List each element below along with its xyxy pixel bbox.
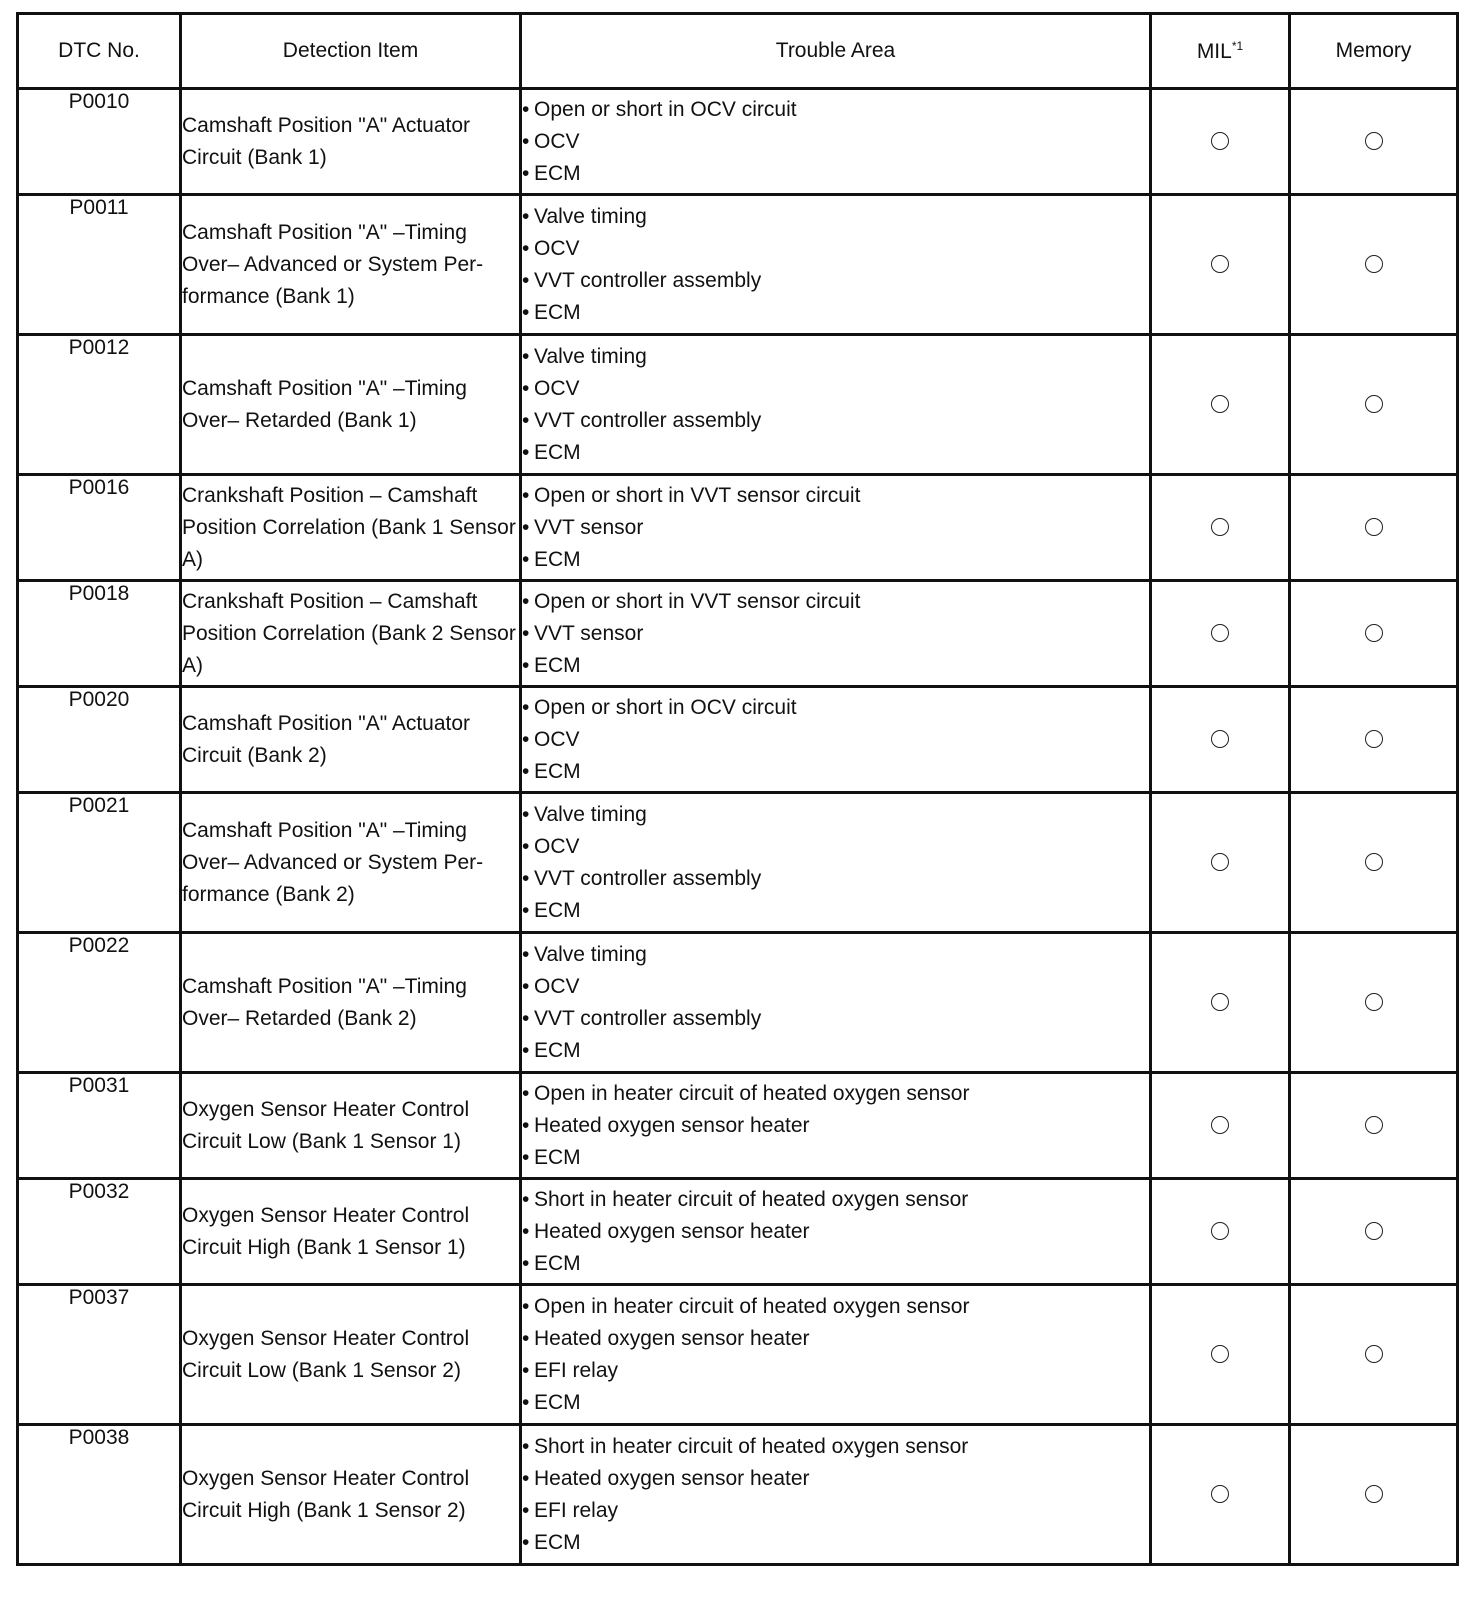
mil-circle-icon bbox=[1211, 132, 1229, 150]
mil-circle-icon bbox=[1211, 1222, 1229, 1240]
trouble-area-item: • VVT sensor bbox=[522, 512, 1149, 544]
memory-cell bbox=[1290, 793, 1458, 933]
trouble-area-item: • Valve timing bbox=[522, 939, 1149, 971]
dtc-code: P0031 bbox=[18, 1073, 181, 1179]
dtc-code: P0010 bbox=[18, 89, 181, 195]
dtc-code: P0021 bbox=[18, 793, 181, 933]
table-row bbox=[18, 89, 1458, 195]
detection-item: Camshaft Position "A" –Timing Over– Advanced or System Per-formance (Bank 1) bbox=[181, 195, 521, 335]
header-memory: Memory bbox=[1290, 14, 1458, 89]
trouble-area bbox=[521, 1179, 1151, 1285]
memory-circle-icon bbox=[1365, 132, 1383, 150]
memory-circle-icon bbox=[1365, 518, 1383, 536]
trouble-area-list bbox=[522, 341, 1149, 469]
trouble-area bbox=[521, 1425, 1151, 1565]
mil-cell bbox=[1151, 475, 1290, 581]
trouble-area-item: • ECM bbox=[522, 544, 1149, 576]
trouble-area-item: • ECM bbox=[522, 297, 1149, 329]
memory-cell bbox=[1290, 335, 1458, 475]
trouble-area-item: • ECM bbox=[522, 158, 1149, 190]
memory-cell bbox=[1290, 1179, 1458, 1285]
memory-circle-icon bbox=[1365, 1116, 1383, 1134]
trouble-area-item: • Heated oxygen sensor heater bbox=[522, 1323, 1149, 1355]
mil-cell bbox=[1151, 1425, 1290, 1565]
trouble-area-item: • OCV bbox=[522, 126, 1149, 158]
trouble-area-item: • Open in heater circuit of heated oxygen sensor bbox=[522, 1078, 1149, 1110]
trouble-area-item: • ECM bbox=[522, 1387, 1149, 1419]
trouble-area-item: • ECM bbox=[522, 1142, 1149, 1174]
memory-circle-icon bbox=[1365, 1485, 1383, 1503]
mil-circle-icon bbox=[1211, 853, 1229, 871]
memory-cell bbox=[1290, 1285, 1458, 1425]
trouble-area-item: • Open or short in VVT sensor circuit bbox=[522, 586, 1149, 618]
header-mil-label: MIL bbox=[1196, 39, 1232, 63]
trouble-area-list bbox=[522, 94, 1149, 190]
dtc-table bbox=[16, 12, 1459, 1566]
trouble-area-item: • VVT controller assembly bbox=[522, 1003, 1149, 1035]
memory-circle-icon bbox=[1365, 255, 1383, 273]
memory-cell bbox=[1290, 581, 1458, 687]
trouble-area-item: • VVT controller assembly bbox=[522, 863, 1149, 895]
trouble-area-item: • Heated oxygen sensor heater bbox=[522, 1110, 1149, 1142]
trouble-area-item: • Short in heater circuit of heated oxygen sensor bbox=[522, 1184, 1149, 1216]
mil-cell bbox=[1151, 1073, 1290, 1179]
trouble-area bbox=[521, 89, 1151, 195]
table-row bbox=[18, 475, 1458, 581]
detection-item: Camshaft Position "A" –Timing Over– Retarded (Bank 1) bbox=[181, 335, 521, 475]
dtc-code: P0038 bbox=[18, 1425, 181, 1565]
dtc-code: P0012 bbox=[18, 335, 181, 475]
memory-cell bbox=[1290, 89, 1458, 195]
trouble-area-list bbox=[522, 692, 1149, 788]
trouble-area-item: • ECM bbox=[522, 1248, 1149, 1280]
memory-cell bbox=[1290, 1425, 1458, 1565]
dtc-code: P0016 bbox=[18, 475, 181, 581]
detection-item: Camshaft Position "A" Actuator Circuit (Bank 1) bbox=[181, 89, 521, 195]
trouble-area-item: • ECM bbox=[522, 756, 1149, 788]
trouble-area-item: • ECM bbox=[522, 1527, 1149, 1559]
trouble-area-item: • Open or short in OCV circuit bbox=[522, 692, 1149, 724]
trouble-area-item: • VVT sensor bbox=[522, 618, 1149, 650]
detection-item: Oxygen Sensor Heater Control Circuit Low (Bank 1 Sensor 1) bbox=[181, 1073, 521, 1179]
trouble-area-item: • Short in heater circuit of heated oxygen sensor bbox=[522, 1431, 1149, 1463]
trouble-area-item: • ECM bbox=[522, 437, 1149, 469]
trouble-area-list bbox=[522, 1078, 1149, 1174]
trouble-area bbox=[521, 1285, 1151, 1425]
mil-cell bbox=[1151, 581, 1290, 687]
trouble-area bbox=[521, 475, 1151, 581]
memory-circle-icon bbox=[1365, 1222, 1383, 1240]
table-row bbox=[18, 687, 1458, 793]
detection-item: Camshaft Position "A" –Timing Over– Advanced or System Per-formance (Bank 2) bbox=[181, 793, 521, 933]
trouble-area-item: • OCV bbox=[522, 831, 1149, 863]
mil-circle-icon bbox=[1211, 395, 1229, 413]
trouble-area bbox=[521, 581, 1151, 687]
trouble-area-list bbox=[522, 939, 1149, 1067]
mil-cell bbox=[1151, 1179, 1290, 1285]
memory-circle-icon bbox=[1365, 853, 1383, 871]
trouble-area-item: • OCV bbox=[522, 724, 1149, 756]
header-row bbox=[18, 14, 1458, 89]
mil-circle-icon bbox=[1211, 1116, 1229, 1134]
header-detection-item: Detection Item bbox=[181, 14, 521, 89]
trouble-area-item: • Open or short in OCV circuit bbox=[522, 94, 1149, 126]
header-mil-footnote: *1 bbox=[1231, 38, 1244, 53]
detection-item: Crankshaft Position – Camshaft Position Correlation (Bank 2 Sensor A) bbox=[181, 581, 521, 687]
mil-circle-icon bbox=[1211, 1485, 1229, 1503]
trouble-area bbox=[521, 687, 1151, 793]
mil-circle-icon bbox=[1211, 730, 1229, 748]
mil-circle-icon bbox=[1211, 993, 1229, 1011]
detection-item: Camshaft Position "A" Actuator Circuit (Bank 2) bbox=[181, 687, 521, 793]
dtc-code: P0011 bbox=[18, 195, 181, 335]
trouble-area bbox=[521, 335, 1151, 475]
trouble-area-item: • Valve timing bbox=[522, 341, 1149, 373]
trouble-area-item: • OCV bbox=[522, 373, 1149, 405]
mil-cell bbox=[1151, 89, 1290, 195]
memory-cell bbox=[1290, 475, 1458, 581]
trouble-area bbox=[521, 793, 1151, 933]
mil-cell bbox=[1151, 195, 1290, 335]
mil-cell bbox=[1151, 335, 1290, 475]
trouble-area-item: • VVT controller assembly bbox=[522, 405, 1149, 437]
trouble-area-item: • Open or short in VVT sensor circuit bbox=[522, 480, 1149, 512]
trouble-area-item: • ECM bbox=[522, 1035, 1149, 1067]
trouble-area-list bbox=[522, 1431, 1149, 1559]
mil-cell bbox=[1151, 933, 1290, 1073]
memory-cell bbox=[1290, 933, 1458, 1073]
trouble-area-item: • ECM bbox=[522, 650, 1149, 682]
mil-cell bbox=[1151, 793, 1290, 933]
trouble-area-item: • Heated oxygen sensor heater bbox=[522, 1463, 1149, 1495]
trouble-area-item: • Valve timing bbox=[522, 201, 1149, 233]
detection-item: Crankshaft Position – Camshaft Position Correlation (Bank 1 Sensor A) bbox=[181, 475, 521, 581]
memory-cell bbox=[1290, 687, 1458, 793]
table-row bbox=[18, 1285, 1458, 1425]
trouble-area-list bbox=[522, 1184, 1149, 1280]
trouble-area-list bbox=[522, 1291, 1149, 1419]
trouble-area-item: • VVT controller assembly bbox=[522, 265, 1149, 297]
detection-item: Oxygen Sensor Heater Control Circuit High (Bank 1 Sensor 2) bbox=[181, 1425, 521, 1565]
trouble-area-list bbox=[522, 201, 1149, 329]
detection-item: Camshaft Position "A" –Timing Over– Retarded (Bank 2) bbox=[181, 933, 521, 1073]
trouble-area-item: • EFI relay bbox=[522, 1355, 1149, 1387]
detection-item: Oxygen Sensor Heater Control Circuit High (Bank 1 Sensor 1) bbox=[181, 1179, 521, 1285]
trouble-area-item: • OCV bbox=[522, 971, 1149, 1003]
trouble-area-item: • Valve timing bbox=[522, 799, 1149, 831]
dtc-code: P0018 bbox=[18, 581, 181, 687]
mil-cell bbox=[1151, 687, 1290, 793]
memory-cell bbox=[1290, 1073, 1458, 1179]
memory-circle-icon bbox=[1365, 730, 1383, 748]
dtc-code: P0032 bbox=[18, 1179, 181, 1285]
mil-circle-icon bbox=[1211, 255, 1229, 273]
trouble-area-list bbox=[522, 799, 1149, 927]
table-row bbox=[18, 581, 1458, 687]
table-row bbox=[18, 1179, 1458, 1285]
mil-cell bbox=[1151, 1285, 1290, 1425]
table-row bbox=[18, 335, 1458, 475]
dtc-code: P0020 bbox=[18, 687, 181, 793]
trouble-area-item: • ECM bbox=[522, 895, 1149, 927]
mil-circle-icon bbox=[1211, 1345, 1229, 1363]
memory-circle-icon bbox=[1365, 624, 1383, 642]
table-row bbox=[18, 933, 1458, 1073]
header-mil bbox=[1151, 14, 1290, 89]
table-row bbox=[18, 1073, 1458, 1179]
memory-circle-icon bbox=[1365, 1345, 1383, 1363]
trouble-area bbox=[521, 195, 1151, 335]
trouble-area bbox=[521, 933, 1151, 1073]
trouble-area-item: • EFI relay bbox=[522, 1495, 1149, 1527]
memory-cell bbox=[1290, 195, 1458, 335]
dtc-code: P0037 bbox=[18, 1285, 181, 1425]
trouble-area-item: • OCV bbox=[522, 233, 1149, 265]
table-row bbox=[18, 1425, 1458, 1565]
trouble-area bbox=[521, 1073, 1151, 1179]
table-row bbox=[18, 793, 1458, 933]
trouble-area-item: • Heated oxygen sensor heater bbox=[522, 1216, 1149, 1248]
memory-circle-icon bbox=[1365, 993, 1383, 1011]
trouble-area-item: • Open in heater circuit of heated oxygen sensor bbox=[522, 1291, 1149, 1323]
dtc-table-body bbox=[18, 89, 1458, 1565]
trouble-area-list bbox=[522, 586, 1149, 682]
trouble-area-list bbox=[522, 480, 1149, 576]
table-row bbox=[18, 195, 1458, 335]
detection-item: Oxygen Sensor Heater Control Circuit Low (Bank 1 Sensor 2) bbox=[181, 1285, 521, 1425]
header-trouble-area: Trouble Area bbox=[521, 14, 1151, 89]
mil-circle-icon bbox=[1211, 624, 1229, 642]
mil-circle-icon bbox=[1211, 518, 1229, 536]
memory-circle-icon bbox=[1365, 395, 1383, 413]
dtc-code: P0022 bbox=[18, 933, 181, 1073]
header-dtc-no: DTC No. bbox=[18, 14, 181, 89]
